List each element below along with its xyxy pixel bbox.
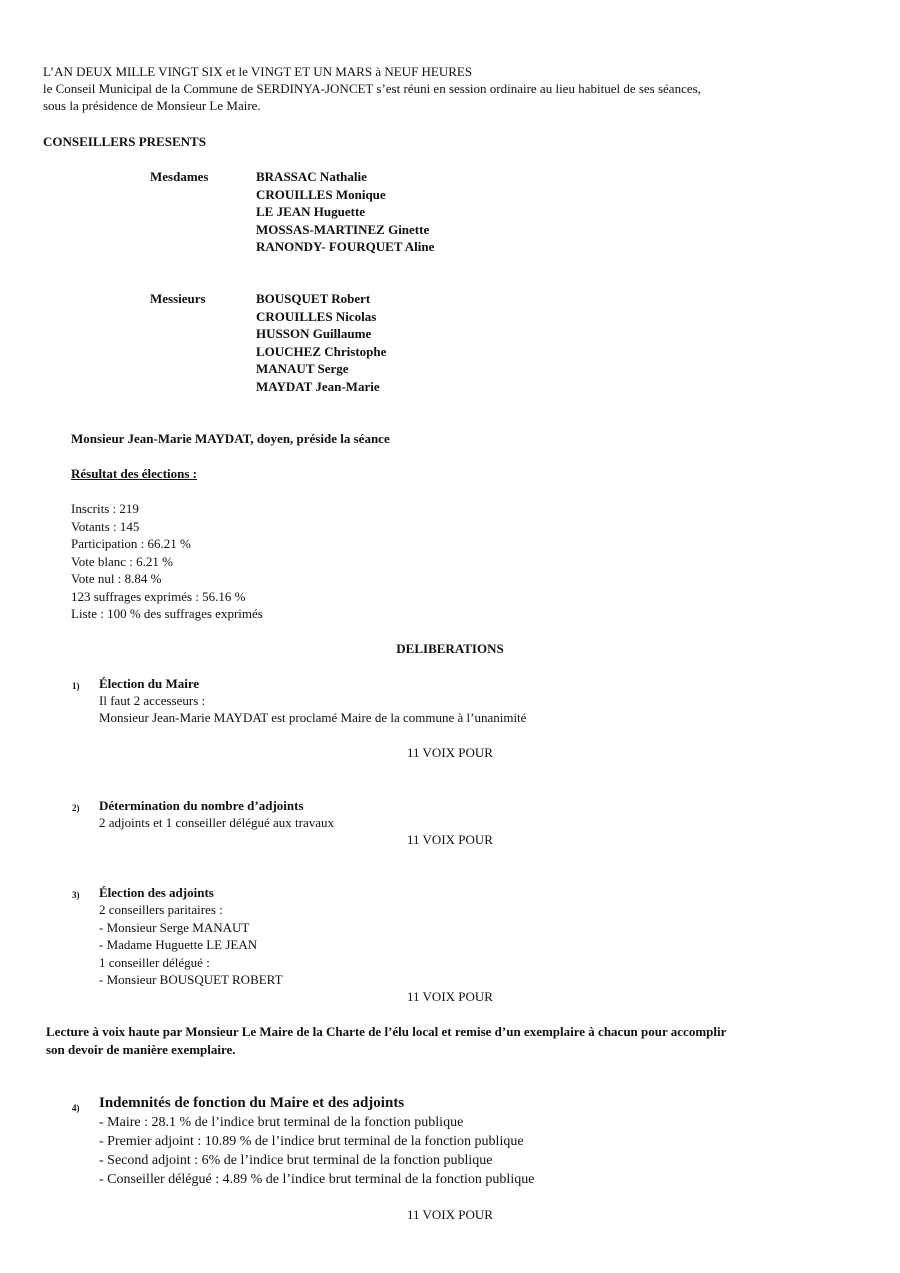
- charter-line-2: son devoir de manière exemplaire.: [46, 1042, 236, 1057]
- councillor-name: BOUSQUET Robert: [256, 291, 371, 306]
- item-title: Détermination du nombre d’adjoints: [99, 798, 304, 813]
- messieurs-list: [256, 290, 386, 395]
- councillor-name: RANONDY- FOURQUET Aline: [256, 239, 435, 254]
- intro-line-3: sous la présidence de Monsieur Le Maire.: [43, 98, 261, 113]
- councillor-name: MAYDAT Jean-Marie: [256, 378, 380, 394]
- item-line: 2 adjoints et 1 conseiller délégué aux travaux: [99, 815, 335, 830]
- vote-result: 11 VOIX POUR: [407, 745, 493, 760]
- deliberations-heading: DELIBERATIONS: [396, 641, 504, 656]
- vote-result: 11 VOIX POUR: [407, 832, 493, 847]
- result-line: 123 suffrages exprimés : 56.16 %: [71, 588, 246, 604]
- item-lines: [99, 901, 283, 989]
- charter-line-1: Lecture à voix haute par Monsieur Le Maire de la Charte de l’élu local et remise d’un exemplaire à chacun pour accomplir: [46, 1024, 727, 1039]
- item-number: 2): [72, 803, 80, 813]
- councillor-name: LOUCHEZ Christophe: [256, 343, 387, 359]
- result-line: Votants : 145: [71, 518, 140, 534]
- item-lines: [99, 1113, 534, 1189]
- item-line: - Madame Huguette LE JEAN: [99, 937, 258, 952]
- item-line: - Conseiller délégué : 4.89 % de l’indice brut terminal de la fonction publique: [99, 1172, 535, 1187]
- item-line: - Monsieur Serge MANAUT: [99, 919, 250, 935]
- item-line: - Maire : 28.1 % de l’indice brut terminal de la fonction publique: [99, 1115, 464, 1130]
- result-line: Liste : 100 % des suffrages exprimés: [71, 606, 263, 621]
- item-title: Indemnités de fonction du Maire et des adjoints: [99, 1095, 405, 1111]
- intro-line-1: L’AN DEUX MILLE VINGT SIX et le VINGT ET UN MARS à NEUF HEURES: [43, 64, 473, 79]
- councillor-name: LE JEAN Huguette: [256, 204, 366, 219]
- item-line: Monsieur Jean-Marie MAYDAT est proclamé Maire de la commune à l’unanimité: [99, 710, 527, 725]
- result-line: Vote nul : 8.84 %: [71, 571, 162, 586]
- item-number: 4): [72, 1103, 80, 1113]
- item-line: - Monsieur BOUSQUET ROBERT: [99, 972, 283, 987]
- vote-result: 11 VOIX POUR: [407, 989, 493, 1004]
- item-line: 1 conseiller délégué :: [99, 954, 210, 970]
- councillor-name: CROUILLES Nicolas: [256, 308, 377, 324]
- results-heading: Résultat des élections :: [71, 466, 198, 481]
- result-line: Participation : 66.21 %: [71, 536, 191, 551]
- result-line: Inscrits : 219: [71, 501, 139, 516]
- item-title: Élection du Maire: [99, 676, 200, 691]
- item-line: 2 conseillers paritaires :: [99, 902, 223, 917]
- mesdames-list: [256, 168, 434, 256]
- vote-result: 11 VOIX POUR: [407, 1207, 493, 1222]
- councillor-name: MOSSAS-MARTINEZ Ginette: [256, 221, 430, 237]
- councillor-name: BRASSAC Nathalie: [256, 169, 367, 184]
- item-line: Il faut 2 accesseurs :: [99, 693, 206, 708]
- intro-line-2: le Conseil Municipal de la Commune de SERDINYA-JONCET s’est réuni en session ordinaire au lieu habituel de ses séances,: [43, 81, 701, 96]
- item-number: 3): [72, 890, 80, 900]
- councillor-name: CROUILLES Monique: [256, 186, 386, 202]
- presides-line: Monsieur Jean-Marie MAYDAT, doyen, préside la séance: [71, 431, 390, 446]
- present-heading: CONSEILLERS PRESENTS: [43, 134, 206, 149]
- item-title: Élection des adjoints: [99, 885, 214, 900]
- mesdames-label: Mesdames: [150, 169, 209, 184]
- item-line: - Premier adjoint : 10.89 % de l’indice brut terminal de la fonction publique: [99, 1134, 524, 1149]
- result-line: Vote blanc : 6.21 %: [71, 553, 173, 569]
- messieurs-label: Messieurs: [150, 291, 206, 306]
- item-number: 1): [72, 681, 80, 691]
- councillor-name: MANAUT Serge: [256, 361, 349, 376]
- results-list: [71, 500, 263, 623]
- councillor-name: HUSSON Guillaume: [256, 326, 372, 341]
- item-line: - Second adjoint : 6% de l’indice brut terminal de la fonction publique: [99, 1153, 493, 1168]
